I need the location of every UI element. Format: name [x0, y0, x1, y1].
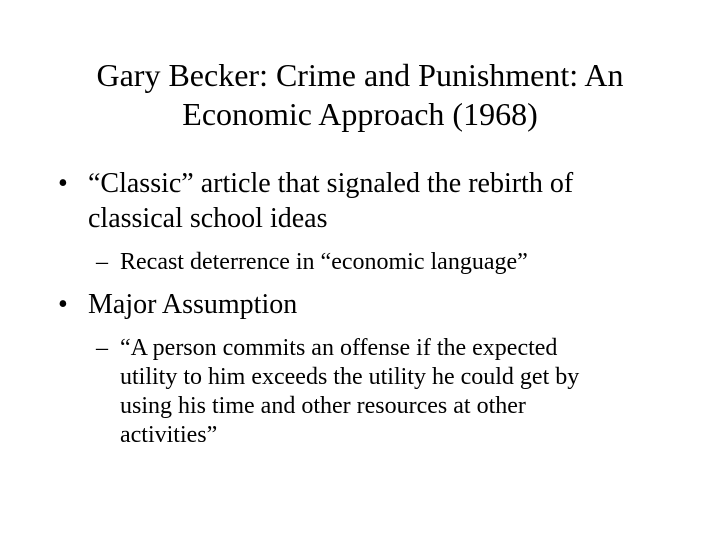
title-line-1: Gary Becker: Crime and Punishment: An: [96, 57, 624, 93]
sub-bullet-item-recast-deterrence: [96, 248, 680, 277]
sub-bullet-marker: –: [96, 249, 108, 275]
sub-bullet-text-line: using his time and other resources at other: [120, 393, 526, 419]
bullet-text-line: Major Assumption: [88, 289, 298, 320]
bullet-text-line: “Classic” article that signaled the rebirth of: [88, 168, 574, 199]
sub-bullet-text-line: activities”: [120, 422, 218, 448]
sub-bullet-text-line: utility to him exceeds the utility he could get by: [120, 364, 580, 390]
bullet-text-line: classical school ideas: [88, 203, 328, 234]
bullet-item-major-assumption: [58, 287, 678, 322]
bullet-marker: •: [58, 168, 68, 199]
sub-bullet-text-line: “A person commits an offense if the expected: [120, 335, 558, 361]
title-line-2: Economic Approach (1968): [182, 96, 538, 132]
sub-bullet-item-quote: [96, 334, 680, 450]
sub-bullet-text-line: Recast deterrence in “economic language”: [120, 249, 528, 275]
sub-bullet-marker: –: [96, 335, 108, 361]
slide-title: [40, 56, 680, 134]
bullet-marker: •: [58, 289, 68, 320]
bullet-item-classic-article: [58, 166, 678, 236]
